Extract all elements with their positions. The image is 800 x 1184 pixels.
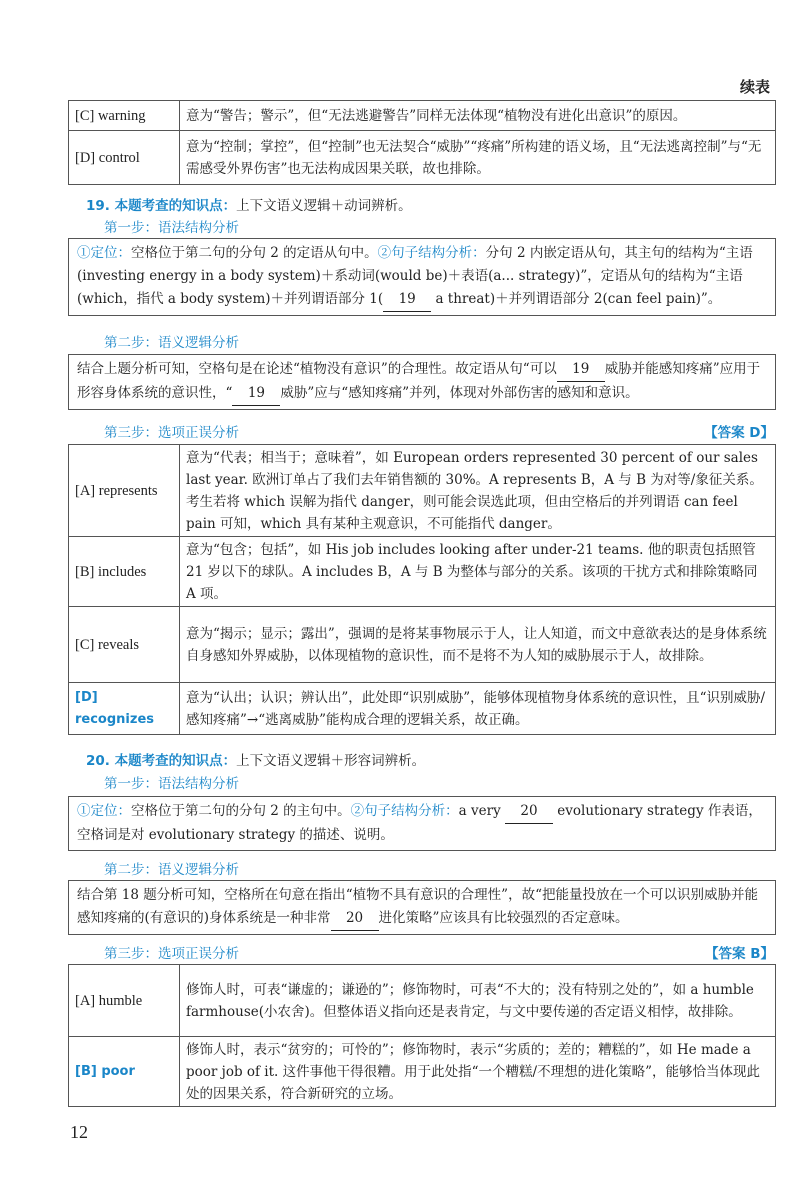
q18-options-table	[68, 100, 776, 185]
option-text: 意为“包含；包括”，如 His job includes looking after under-21 teams. 他的职责包括照管 21 岁以下的球队。A includes B，A 与 B 为整体与部分的关系。该项的干扰方式和排除策略同 A 项。	[180, 537, 776, 607]
structure-label: ②句子结构分析：	[350, 803, 459, 819]
table-row	[69, 683, 776, 735]
q20-step1-title: 第一步：语法结构分析	[104, 776, 239, 792]
q19-step2-title: 第二步：语义逻辑分析	[104, 335, 239, 351]
blank-19: 19	[557, 358, 605, 382]
q19-step1-box	[68, 238, 776, 316]
q20-heading-num: 20. 本题考查的知识点：	[86, 753, 237, 769]
q20-step1-box	[68, 796, 776, 851]
option-label: [A] represents	[69, 445, 180, 537]
option-text: 意为“警告；警示”，但“无法逃避警告”同样无法体现“植物没有进化出意识”的原因。	[180, 101, 776, 131]
q19-heading-num: 19. 本题考查的知识点：	[86, 198, 237, 214]
table-row	[69, 131, 776, 185]
logic-text-1: 结合第 18 题分析可知，空格所在句意在指出“植物不具有意识的合理性”，故“把能量投放在一个可以识别威胁并能感知疼痛的(有意识的)身体系统是一种非常	[77, 887, 758, 926]
table-row	[69, 101, 776, 131]
structure-text: a very	[458, 803, 505, 819]
blank-20: 20	[505, 800, 553, 824]
option-text: 意为“控制；掌控”，但“控制”也无法契合“威胁”“疼痛”所构建的语义场，且“无法逃离控制”与“无需感受外界伤害”也无法构成因果关联，故也排除。	[180, 131, 776, 185]
option-label: [C] warning	[69, 101, 180, 131]
q19-heading-rest: 上下文语义逻辑＋动词辨析。	[236, 198, 412, 214]
q19-answer: 【答案 D】	[704, 425, 774, 441]
option-label: [C] reveals	[69, 607, 180, 683]
locate-label: ①定位：	[77, 803, 131, 819]
structure-text-end: a threat)＋并列谓语部分 2(can feel pain)”。	[431, 291, 722, 307]
table-row	[69, 607, 776, 683]
q20-answer: 【答案 B】	[705, 946, 774, 962]
q20-options-table	[68, 964, 776, 1107]
table-row	[69, 445, 776, 537]
table-row	[69, 537, 776, 607]
locate-text: 空格位于第二句的分句 2 的主句中。	[131, 803, 351, 819]
option-text: 修饰人时，可表“谦虚的；谦逊的”；修饰物时，可表“不大的；没有特别之处的”，如 a humble farmhouse(小农舍)。但整体语义指向还是表肯定，与文中要传递的否定语义相悖，故排除。	[180, 965, 776, 1037]
logic-text-1: 结合上题分析可知，空格句是在论述“植物没有意识”的合理性。故定语从句“可以	[77, 361, 557, 377]
option-label: [B] includes	[69, 537, 180, 607]
structure-text: 分句 2 内嵌定语从句，其主句的结构为“主语(investing energy in a body system)＋系动词(would be)＋表语(a... strategy)”，定语从句的结构为“主语(which，指代 a body system)＋并列谓语部分 1(	[77, 245, 753, 307]
structure-label: ②句子结构分析：	[377, 245, 486, 261]
blank-19: 19	[232, 382, 280, 406]
option-text: 修饰人时，表示“贫穷的；可怜的”；修饰物时，表示“劣质的；差的；糟糕的”，如 He made a poor job of it. 这件事他干得很糟。用于此处指“一个糟糕/不理想的进化策略”，能够恰当体现此处的因果关系，符合新研究的立场。	[180, 1037, 776, 1107]
option-label: [D] control	[69, 131, 180, 185]
structure-text-end: evolutionary strategy 作表语，空格词是对 evolutionary strategy 的描述、说明。	[77, 803, 762, 843]
locate-label: ①定位：	[77, 245, 131, 261]
option-label-correct: [D] recognizes	[69, 683, 180, 735]
option-label-correct: [B] poor	[69, 1037, 180, 1107]
q20-step3-title: 第三步：选项正误分析	[104, 946, 239, 962]
q19-options-table	[68, 444, 776, 735]
q19-step3-title: 第三步：选项正误分析	[104, 425, 239, 441]
option-text: 意为“认出；认识；辨认出”，此处即“识别威胁”，能够体现植物身体系统的意识性，且“识别威胁/感知疼痛”→“逃离威胁”能构成合理的逻辑关系，故正确。	[180, 683, 776, 735]
option-text: 意为“揭示；显示；露出”，强调的是将某事物展示于人，让人知道，而文中意欲表达的是身体系统自身感知外界威胁，以体现植物的意识性，而不是将不为人知的威胁展示于人，故排除。	[180, 607, 776, 683]
table-row	[69, 965, 776, 1037]
q19-step2-box	[68, 354, 776, 410]
blank-20: 20	[331, 907, 379, 931]
page-number: 12	[70, 1122, 88, 1142]
option-text: 意为“代表；相当于；意味着”，如 European orders represented 30 percent of our sales last year. 欧洲订单占了我们去年销售额的 30%。A represents B，A 与 B 为对等/象征关系。考生若将 which 误解为指代 danger，则可能会误选此项，但由空格后的并列谓语 can feel pain 可知，which 具有某种主观意识，不可能指代 danger。	[180, 445, 776, 537]
option-label: [A] humble	[69, 965, 180, 1037]
q19-heading	[86, 194, 412, 214]
q20-step2-title: 第二步：语义逻辑分析	[104, 862, 239, 878]
table-row	[69, 1037, 776, 1107]
blank-19: 19	[383, 288, 431, 312]
q20-heading-rest: 上下文语义逻辑＋形容词辨析。	[236, 753, 426, 769]
logic-text-2: 威胁并能感知疼痛”应用于形容身体系统的意识性，“	[77, 361, 761, 401]
logic-text-3: 威胁”应与“感知疼痛”并列，体现对外部伤害的感知和意识。	[280, 385, 639, 401]
q20-heading	[86, 749, 425, 769]
q19-step1-title: 第一步：语法结构分析	[104, 220, 239, 236]
continued-label: 续表	[739, 78, 770, 96]
q20-step2-box	[68, 880, 776, 935]
logic-text-2: 进化策略”应该具有比较强烈的否定意味。	[378, 910, 629, 926]
locate-text: 空格位于第二句的分句 2 的定语从句中。	[131, 245, 378, 261]
